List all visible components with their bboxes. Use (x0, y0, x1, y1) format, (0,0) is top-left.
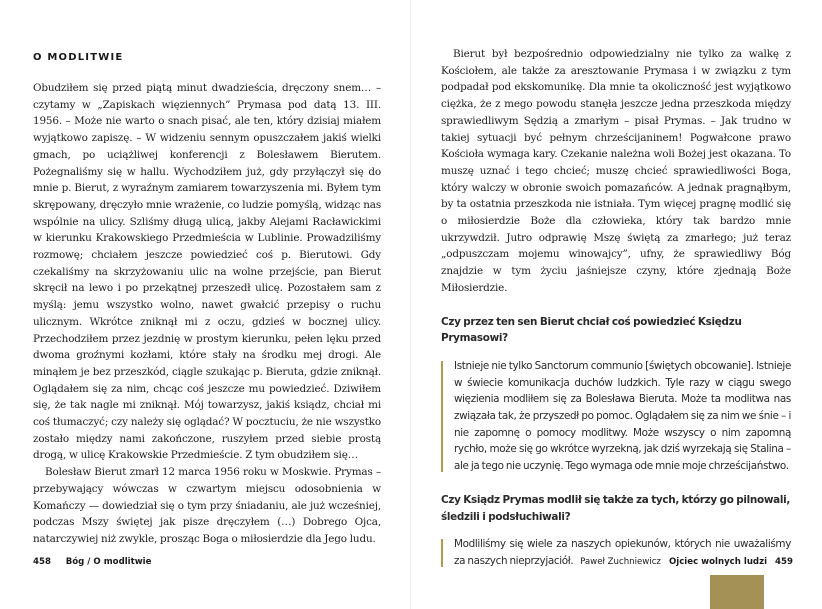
right-page (411, 0, 822, 609)
interview-question: Czy przez ten sen Bierut chciał coś powiedzieć Księdzu Prymasowi? (441, 315, 742, 345)
interview-answer (441, 358, 791, 475)
left-page-footer (33, 557, 151, 567)
section-title: O MODLITWIE (33, 52, 124, 63)
running-header-breadcrumb: Bóg / O modlitwie (65, 557, 152, 567)
right-page-body (441, 46, 791, 570)
interview-question: Czy Ksiądz Prymas modlił się także za tych, którzy go pilnowali, śledzili i podsłuchiwali? (441, 493, 791, 523)
chapter-tab-marker (710, 575, 764, 609)
body-paragraph: Obudziłem się przed piątą minut dwadzieścia, dręczony snem… – czytamy w „Zapiskach więziennych” Prymasa pod datą 13. III. 1956. – Może nie warto o snach pisać, ale ten, który dzisiaj miałem wyjątkowo zapiszę. – W widzeniu sennym opuszczałem jakiś wielki gmach, po uciążliwej konferencji z Bolesławem Bierutem. Pożegnaliśmy się w hallu. Wychodziłem już, gdy przyłączył się do mnie p. Bierut, z wyraźnym zamiarem towarzyszenia mi. Byłem tym skrępowany, dręczyło mnie wrażenie, co ludzie pomyślą, widząc nas wspólnie na ulicy. Szliśmy długą ulicą, jakby Alejami Racławickimi w kierunku Krakowskiego Przedmieścia w Lublinie. Prowadziliśmy rozmowę; chciałem jeszcze powiedzieć coś p. Bierutowi. Gdy czekaliśmy na skrzyżowaniu ulic na wolne przejście, pan Bierut skręcił na lewo i po przekątnej przeszedł ulicę. Pozostałem sam z myślą: jemu wszystko wolno, nawet gwałcić przepisy o ruchu ulicznym. Wkrótce zniknął mi z oczu, gdzieś w bocznej ulicy. Przechodziłem przez jezdnię w prostym kierunku, pełen lęku przed dwoma groźnymi kozłami, które stały na środku mej drogi. Ale minąłem je bez przeszkód, ciągle szukając p. Bieruta, gdzie zniknął. Oglądałem się za nim, chcąc coś jeszcze mu powiedzieć. Dziwiłem się, że tak nagle mi zniknął. Mój towarzysz, jakiś ksiądz, chciał mi coś tłumaczyć; czy należy się oglądać? W pocztuciu, że nie wszystko zostało między nami zakończone, ruszyłem przed siebie prostą drogą, w ulicę Krakowskie Przedmieście. Z tym obudziłem się… (33, 82, 381, 462)
page-number: 458 (33, 557, 51, 567)
quote-bar (441, 361, 443, 472)
right-page-footer (580, 557, 793, 567)
footer-author: Paweł Zuchniewicz (580, 557, 661, 567)
body-paragraph: Bierut był bezpośrednio odpowiedzialny nie tylko za walkę z Kościołem, ale także za aresztowanie Prymasa i w związku z tym podpadał pod ekskomunikę. Dla mnie ta okoliczność jest wyjątkowo ciężka, że z mego powodu stanęła jeszcze jedna przeszkoda między sprawiedliwym Sędzią a zmarłym – pisał Prymas. – Jak trudno w takiej sytuacji być pełnym chrześcijaninem! Pogwałcone prawo Kościoła wymaga kary. Czekanie należna woli Bożej jest okazana. To muszę uznać i tego chcieć; muszę chcieć sprawiedliwości Boga, który walczy w obronie swoich pomazańców. A jednak pragnąłbym, by ta ostatnia przeszkoda nie istniała. Tym więcej pragnę modlić się o miłosierdzie Boże dla człowieka, który tak bardzo mnie ukrzywdził. Jutro odprawię Mszę świętą za zmarłego; już teraz „odpuszczam mojemu winowajcy”, ufny, że sprawiedliwy Bóg znajdzie w tym życiu jaśniejsze czyny, które zjednają Boże Miłosierdzie. (441, 48, 791, 294)
left-page-body (33, 80, 381, 548)
body-paragraph: Bolesław Bierut zmarł 12 marca 1956 roku w Moskwie. Prymas – przebywający wówczas w czwartym miejscu odosobnienia w Komańczy — dowiedział się o tym przy śniadaniu, ale już wcześniej, podczas Mszy świętej jak pisze dręczyłem (…) Dobrego Ojca, natarczywiej niż zwykle, prosząc Boga o miłosierdzie dla Jego ludu. (33, 466, 381, 545)
quote-bar (441, 539, 443, 566)
answer-text: Istnieje nie tylko Sanctorum communio [świętych obcowanie]. Istnieje w świecie komunikacja duchów ludzkich. Tyle razy w ciągu swego więzienia modliłem się za Bolesława Bieruta. Może ta modlitwa nas związała tak, że przyszedł po pomoc. Oglądałem się za nim we śnie – i nie zapomnę o pomocy modlitwy. Może wszyscy o nim zapomną rychło, może się go wkrótce wyrzekną, jak dziś wyrzekają się Stalina – ale ja tego nie uczynię. Tego wymaga ode mnie moje chrześcijaństwo. (454, 359, 791, 473)
answer-text: Modliliśmy się wiele za naszych opiekunów, których nie uważaliśmy za naszych nieprzyjaciół. (454, 538, 791, 567)
page-number: 459 (775, 557, 793, 567)
footer-book-title: Ojciec wolnych ludzi (668, 557, 768, 567)
